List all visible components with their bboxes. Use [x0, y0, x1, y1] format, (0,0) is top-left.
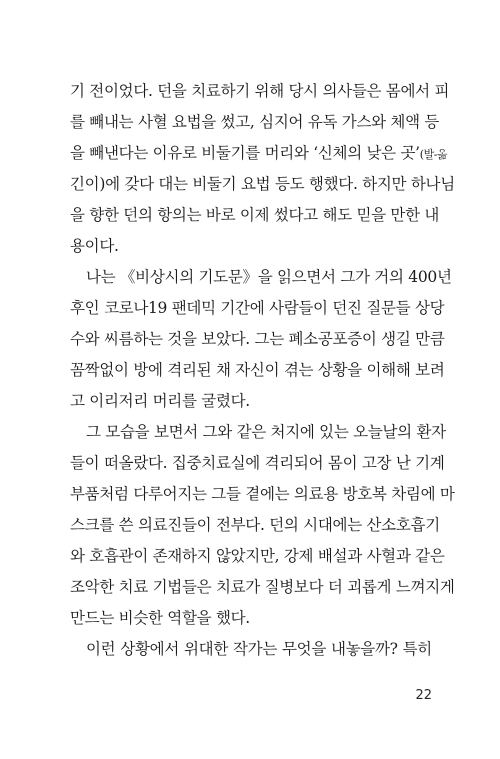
text-line-3 [70, 138, 448, 169]
text-line-10: 꼼짝없이 방에 격리된 채 자신이 겪는 상황을 이해해 보려 [70, 361, 445, 379]
text-line-2: 를 빼내는 사혈 요법을 썼고, 심지어 유독 가스와 체액 등 [70, 113, 440, 131]
body-text [70, 76, 455, 665]
text-line-14: 부품처럼 다루어지는 그들 곁에는 의료용 방호복 차림에 마 [70, 485, 455, 503]
text-line-9: 수와 씨름하는 것을 보았다. 그는 폐소공포증이 생길 만큼 [70, 330, 445, 348]
text-line-16: 와 호흡관이 존재하지 않았지만, 강제 배설과 사혈과 같은 [70, 547, 445, 565]
text-line-13: 들이 떠올랐다. 집중치료실에 격리되어 몸이 고장 난 기계 [70, 454, 445, 472]
text-line-8: 후인 코로나19 팬데믹 기간에 사람들이 던진 질문들 상당 [70, 299, 445, 317]
text-line-12: 그 모습을 보면서 그와 같은 처지에 있는 오늘날의 환자 [86, 423, 446, 441]
text-line-4: 긴이)에 갖다 대는 비둘기 요법 등도 행했다. 하지만 하나님 [70, 175, 455, 193]
text-line-6: 용이다. [70, 237, 119, 255]
text-line-15: 스크를 쓴 의료진들이 전부다. 던의 시대에는 산소호흡기 [70, 516, 440, 534]
text-line-1: 기 전이었다. 던을 치료하기 위해 당시 의사들은 몸에서 피 [70, 82, 450, 100]
text-line-18: 만드는 비슷한 역할을 했다. [70, 609, 250, 627]
text-line-11: 고 이리저리 머리를 굴렸다. [70, 392, 250, 410]
text-line-17: 조악한 치료 기법들은 치료가 질병보다 더 괴롭게 느껴지게 [70, 578, 455, 596]
translator-note: (발-옮 [419, 148, 448, 161]
text-line-19: 이런 상황에서 위대한 작가는 무엇을 내놓을까? 특히 [86, 640, 432, 658]
page-number: 22 [415, 688, 432, 703]
text-line-7: 나는 《비상시의 기도문》을 읽으면서 그가 거의 400년 [86, 268, 452, 286]
text-line-3-main: 을 빼낸다는 이유로 비둘기를 머리와 ‘신체의 낮은 곳’ [70, 144, 420, 162]
text-line-5: 을 향한 던의 항의는 바로 이제 썼다고 해도 믿을 만한 내 [70, 206, 440, 224]
